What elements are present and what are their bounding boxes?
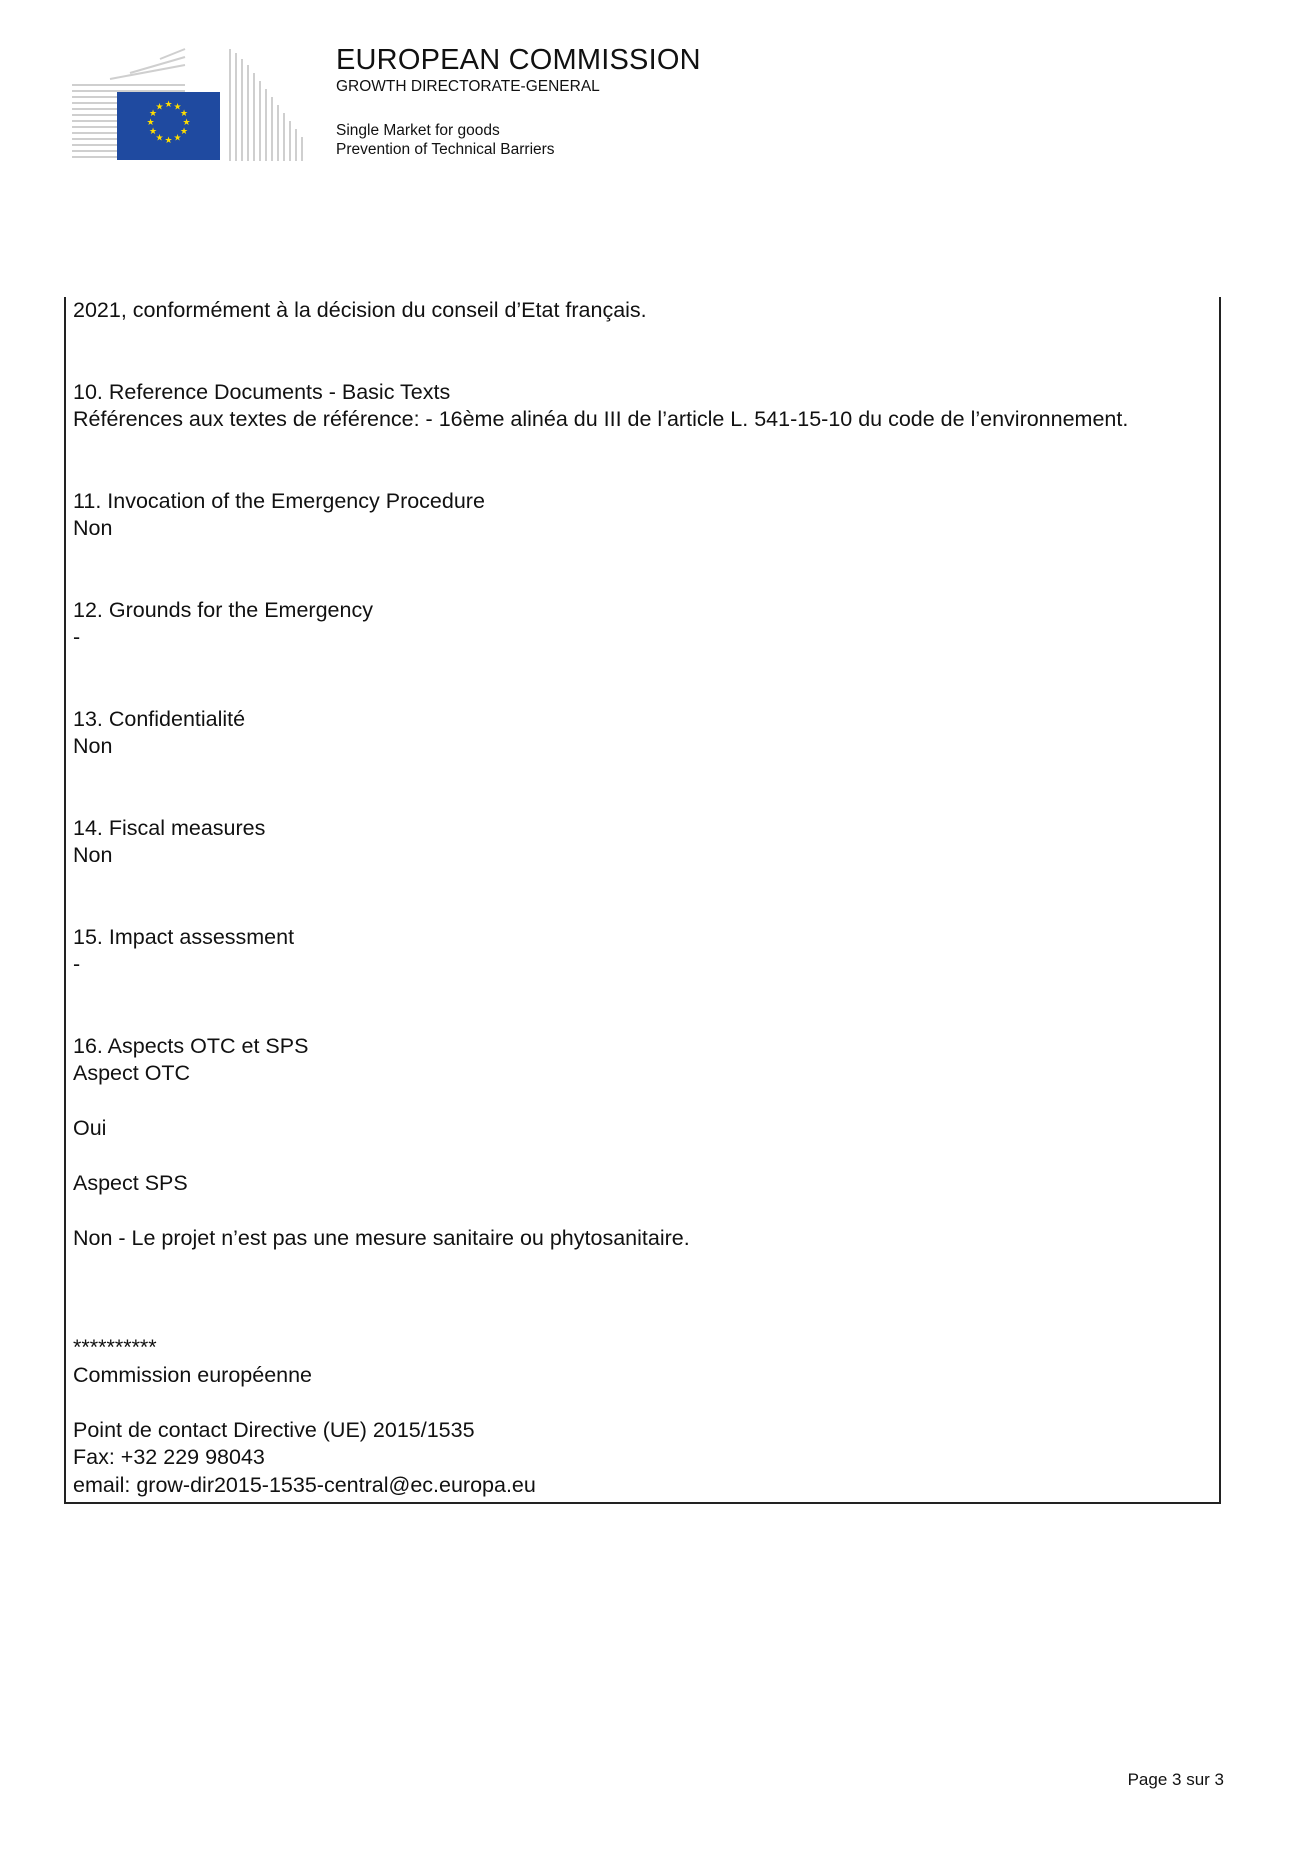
contact-organization: Commission européenne <box>73 1362 313 1387</box>
page-number: Page 3 sur 3 <box>1127 1770 1224 1789</box>
section-15-title: 15. Impact assessment <box>73 924 295 949</box>
svg-text:★: ★ <box>173 133 182 144</box>
section-16-otc-label: Aspect OTC <box>73 1061 191 1085</box>
unit-line-1: Single Market for goods <box>336 122 500 139</box>
section-16-otc-value: Oui <box>73 1116 107 1140</box>
section-16-sps-value: Non - Le projet n’est pas une mesure sanitaire ou phytosanitaire. <box>73 1226 690 1250</box>
contact-fax: Fax: +32 229 98043 <box>73 1445 265 1469</box>
svg-text:★: ★ <box>182 118 191 128</box>
section-12-title: 12. Grounds for the Emergency <box>73 597 373 622</box>
svg-text:★: ★ <box>164 136 173 146</box>
header-text <box>336 44 701 159</box>
directorate-name: GROWTH DIRECTORATE-GENERAL <box>336 78 600 95</box>
section-10-title: 10. Reference Documents - Basic Texts <box>73 379 451 404</box>
section-13-value: Non <box>73 734 113 758</box>
svg-text:★: ★ <box>173 102 182 113</box>
svg-text:★: ★ <box>146 118 155 128</box>
section-16-sps-label: Aspect SPS <box>73 1171 188 1195</box>
separator-stars: ********** <box>73 1335 157 1359</box>
european-commission-logo <box>70 45 305 165</box>
document-body <box>73 297 1213 1499</box>
svg-text:★: ★ <box>179 109 189 119</box>
section-13-title: 13. Confidentialité <box>73 706 246 731</box>
unit-line-2: Prevention of Technical Barriers <box>336 140 555 158</box>
section-11-value: Non <box>73 516 113 540</box>
section-16-title: 16. Aspects OTC et SPS <box>73 1033 309 1058</box>
svg-text:★: ★ <box>148 127 158 137</box>
building-right-lines <box>230 49 302 161</box>
section-10-text: Références aux textes de référence: - 16ème alinéa du III de l’article L. 541-15-10 du code de l’environnement. <box>73 407 1129 431</box>
svg-text:★: ★ <box>164 100 173 110</box>
svg-text:★: ★ <box>148 109 158 119</box>
unit-lines <box>336 122 701 159</box>
section-14-value: Non <box>73 843 113 867</box>
svg-text:★: ★ <box>155 133 164 144</box>
section-14-title: 14. Fiscal measures <box>73 815 266 840</box>
contact-point: Point de contact Directive (UE) 2015/1535 <box>73 1417 475 1442</box>
section-11-title: 11. Invocation of the Emergency Procedure <box>73 488 485 513</box>
svg-text:★: ★ <box>179 127 189 137</box>
contact-email: email: grow-dir2015-1535-central@ec.europa.eu <box>73 1472 536 1497</box>
organization-name: EUROPEAN COMMISSION <box>336 44 701 76</box>
continuation-text: 2021, conformément à la décision du conseil d’Etat français. <box>73 298 647 322</box>
section-12-value: - <box>73 625 81 649</box>
svg-text:★: ★ <box>155 102 164 113</box>
section-15-value: - <box>73 952 81 976</box>
